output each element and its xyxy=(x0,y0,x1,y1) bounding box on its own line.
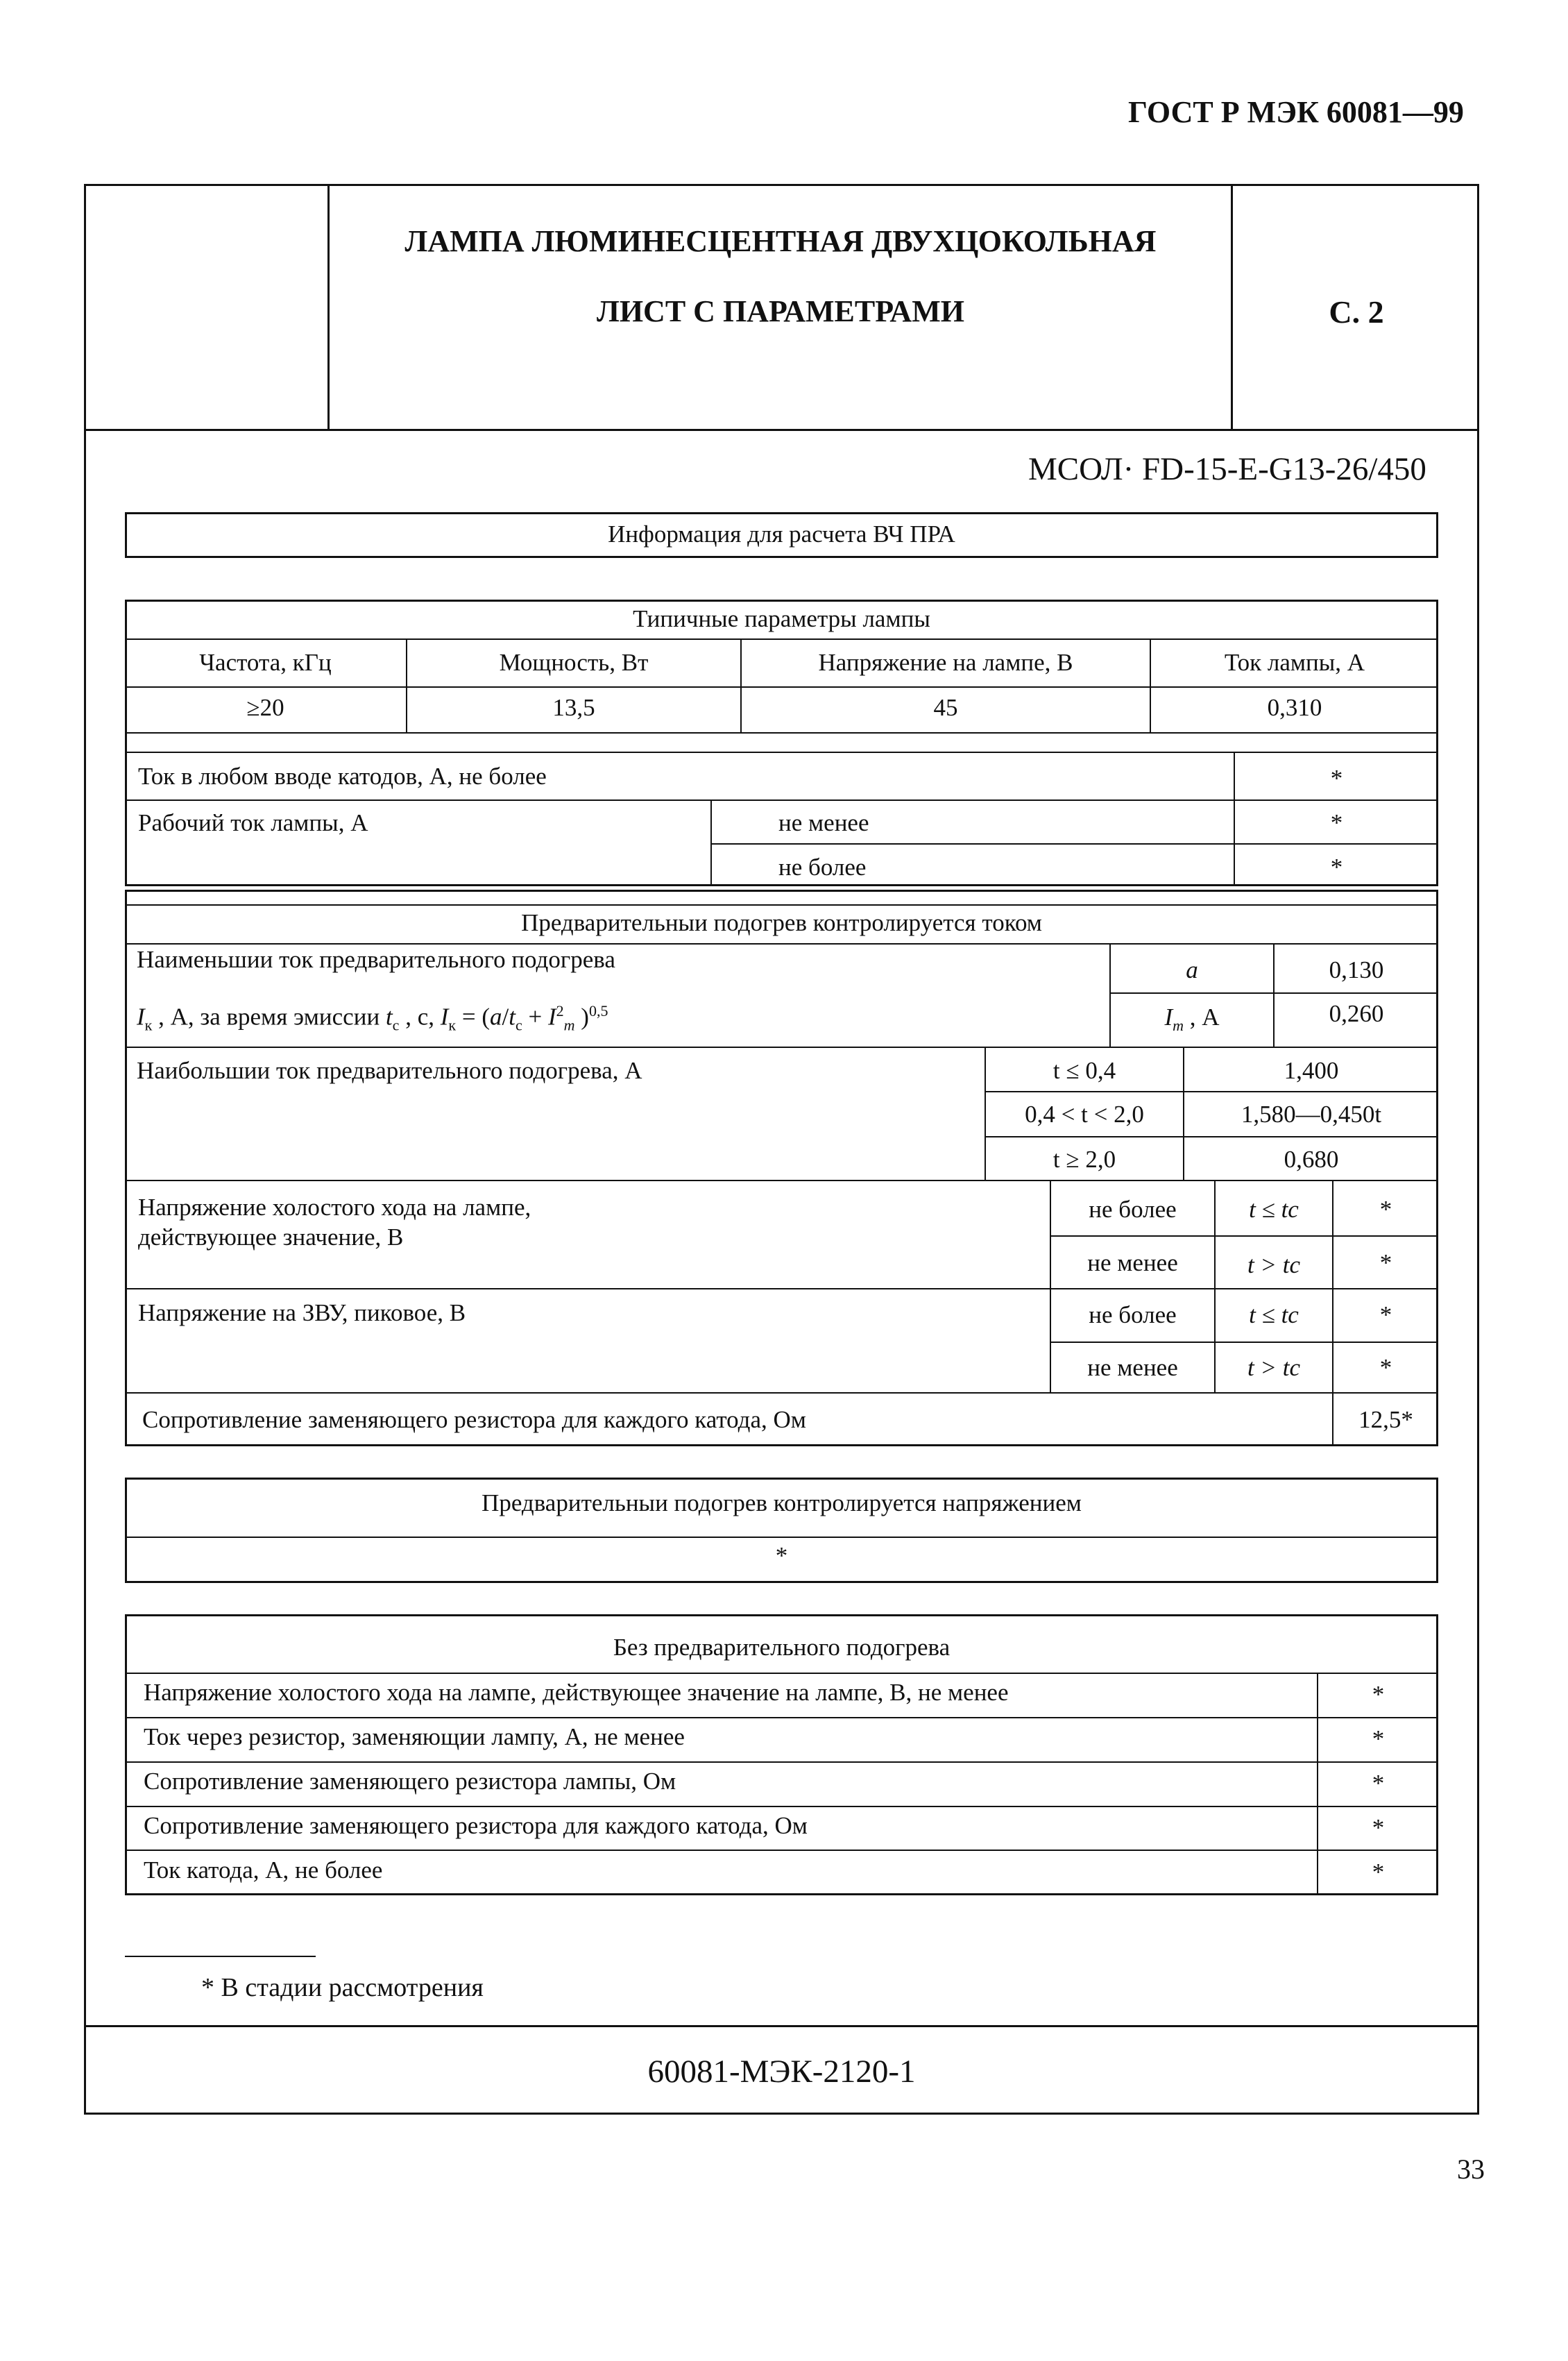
footer-code: 60081-МЭК-2120-1 xyxy=(647,2054,916,2090)
range-value-3: 0,680 xyxy=(1284,1146,1339,1173)
frame-divider xyxy=(327,184,330,429)
range-value-2: 1,580—0,450t xyxy=(1241,1101,1382,1128)
no-preheat-row-4-value: * xyxy=(1372,1814,1385,1841)
no-preheat-heading: Без предварительного подогрева xyxy=(613,1634,951,1661)
ocv-cond-2: t > tс xyxy=(1247,1251,1301,1278)
ocv-label-1: Напряжение холостого хода на лампе, xyxy=(138,1194,531,1221)
val-power: 13,5 xyxy=(552,694,595,721)
zvu-limit-2: не менее xyxy=(1087,1354,1178,1381)
cathode-current-value: * xyxy=(1330,765,1343,792)
coef-a-value: 0,130 xyxy=(1329,956,1384,983)
sheet-title: ЛАМПА ЛЮМИНЕСЦЕНТНАЯ ДВУХЦОКОЛЬНАЯ xyxy=(404,224,1157,258)
info-heading: Информация для расчета ВЧ ПРА xyxy=(608,521,955,548)
val-current: 0,310 xyxy=(1267,694,1322,721)
cathode-resistor-label: Сопротивление заменяющего резистора для каждого катода, Ом xyxy=(142,1406,806,1433)
preheat-current-heading: Предварительныи подогрев контролируется током xyxy=(521,909,1042,936)
zvu-label: Напряжение на ЗВУ, пиковое, В xyxy=(138,1299,466,1326)
cathode-resistor-value: 12,5* xyxy=(1358,1406,1413,1433)
lamp-designation: МСОЛ· FD-15-E-G13-26/450 xyxy=(1028,451,1426,487)
zvu-limit-1: не более xyxy=(1089,1301,1177,1328)
zvu-cond-1: t ≤ tс xyxy=(1249,1301,1299,1328)
sheet-subtitle: ЛИСТ С ПАРАМЕТРАМИ xyxy=(597,294,964,328)
range-cond-2: 0,4 < t < 2,0 xyxy=(1025,1101,1144,1128)
no-preheat-row-2-label: Ток через резистор, заменяющии лампу, А, не менее xyxy=(144,1723,685,1750)
frame-divider xyxy=(1231,184,1233,429)
zvu-value-1: * xyxy=(1379,1301,1392,1328)
operating-min-value: * xyxy=(1330,809,1343,836)
col-current: Ток лампы, А xyxy=(1224,649,1365,676)
sheet-page-label: С. 2 xyxy=(1329,294,1384,330)
no-preheat-row-5-value: * xyxy=(1372,1859,1385,1886)
ocv-limit-2: не менее xyxy=(1087,1249,1178,1276)
typical-heading: Типичные параметры лампы xyxy=(633,605,930,632)
range-cond-1: t ≤ 0,4 xyxy=(1053,1057,1116,1084)
min-preheat-formula: $I_к$ , А, за время эмиссии $t_с$ , с, $I_к = (a/t_с + I^2_m$ )$^{0,5}$ xyxy=(137,1002,608,1034)
ocv-value-1: * xyxy=(1379,1196,1392,1223)
max-preheat-label: Наибольшии ток предварительного подогрева, А xyxy=(137,1057,642,1084)
operating-max-label: не более xyxy=(778,854,867,881)
zvu-cond-2: t > tс xyxy=(1247,1354,1301,1381)
val-frequency: ≥20 xyxy=(246,694,284,721)
preheat-voltage-value: * xyxy=(775,1542,788,1569)
no-preheat-row-3-value: * xyxy=(1372,1770,1385,1797)
coef-im-value: 0,260 xyxy=(1329,1000,1384,1027)
operating-min-label: не менее xyxy=(778,809,869,836)
ocv-value-2: * xyxy=(1379,1249,1392,1276)
frame-divider xyxy=(84,2025,1479,2027)
no-preheat-row-3-label: Сопротивление заменяющего резистора лампы, Ом xyxy=(144,1768,676,1795)
col-voltage: Напряжение на лампе, В xyxy=(818,649,1073,676)
operating-max-value: * xyxy=(1330,854,1343,881)
min-preheat-label: Наименьшии ток предварительного подогрева xyxy=(137,946,615,973)
no-preheat-row-1-label: Напряжение холостого хода на лампе, действующее значение на лампе, В, не менее xyxy=(144,1679,1009,1706)
no-preheat-row-1-value: * xyxy=(1372,1681,1385,1708)
standard-designation: ГОСТ Р МЭК 60081—99 xyxy=(1128,95,1464,129)
zvu-value-2: * xyxy=(1379,1354,1392,1381)
operating-current-label: Рабочий ток лампы, А xyxy=(138,809,368,836)
preheat-voltage-heading: Предварительныи подогрев контролируется напряжением xyxy=(482,1489,1082,1516)
range-value-1: 1,400 xyxy=(1284,1057,1339,1084)
page-number: 33 xyxy=(1457,2153,1485,2185)
coef-a-label: a xyxy=(1186,956,1198,983)
ocv-limit-1: не более xyxy=(1089,1196,1177,1223)
col-frequency: Частота, кГц xyxy=(199,649,332,676)
ocv-cond-1: t ≤ tс xyxy=(1249,1196,1299,1223)
footnote-rule xyxy=(125,1956,316,1957)
no-preheat-row-5-label: Ток катода, А, не более xyxy=(144,1856,383,1884)
col-power: Мощность, Вт xyxy=(499,649,649,676)
no-preheat-row-4-label: Сопротивление заменяющего резистора для каждого катода, Ом xyxy=(144,1812,808,1839)
frame-divider xyxy=(84,429,1479,431)
range-cond-3: t ≥ 2,0 xyxy=(1053,1146,1116,1173)
ocv-label-2: действующее значение, В xyxy=(138,1224,404,1251)
val-voltage: 45 xyxy=(933,694,958,721)
cathode-current-label: Ток в любом вводе катодов, А, не более xyxy=(138,763,547,790)
footnote: * В стадии рассмотрения xyxy=(201,1973,484,2002)
coef-im-label: $I_m$ , А xyxy=(1164,1004,1220,1034)
no-preheat-row-2-value: * xyxy=(1372,1725,1385,1752)
